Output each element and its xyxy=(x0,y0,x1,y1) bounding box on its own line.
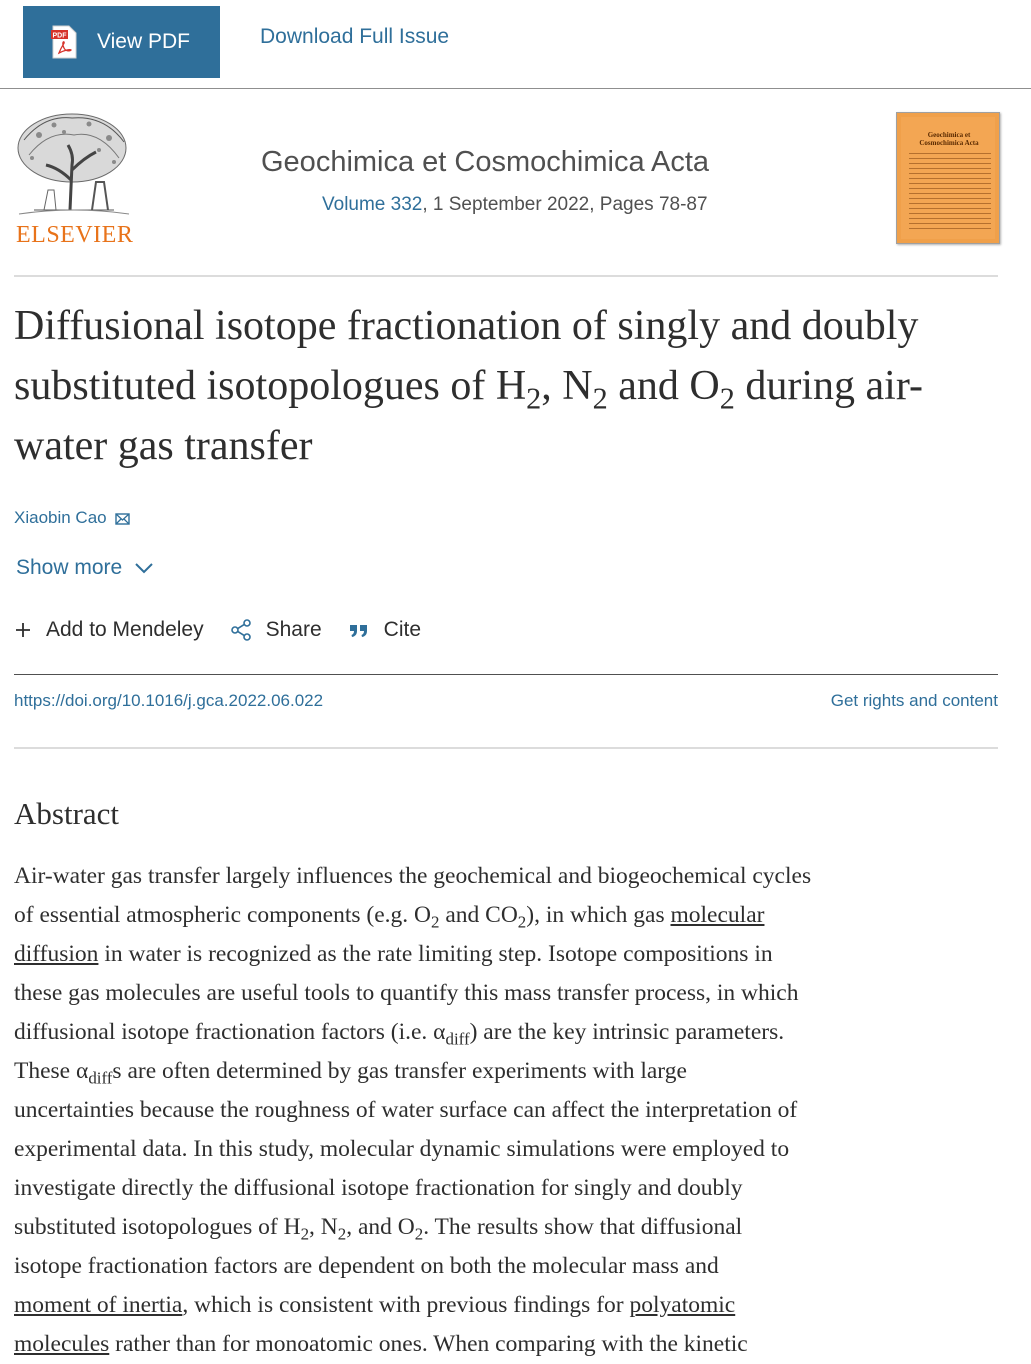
volume-link[interactable]: Volume 332 xyxy=(322,194,423,215)
plus-icon xyxy=(14,621,32,639)
journal-title-link[interactable]: Geochimica et Cosmochimica Acta xyxy=(261,146,710,178)
chevron-down-icon xyxy=(134,562,154,574)
term-link-moment-of-inertia[interactable]: moment of inertia xyxy=(14,1292,183,1318)
doi-link[interactable]: https://doi.org/10.1016/j.gca.2022.06.022 xyxy=(14,691,324,710)
term-link-polyatomic-molecules-cont[interactable]: molecules xyxy=(14,1331,110,1357)
get-rights-link[interactable]: Get rights and content xyxy=(830,691,998,710)
share-button[interactable] xyxy=(230,618,322,642)
svg-text:PDF: PDF xyxy=(52,32,67,40)
author-name: Xiaobin Cao xyxy=(14,508,107,527)
cover-text-lines xyxy=(909,153,991,233)
elsevier-logo[interactable] xyxy=(14,110,132,250)
view-pdf-button[interactable] xyxy=(23,6,220,78)
term-link-polyatomic-molecules[interactable]: polyatomic xyxy=(629,1292,736,1318)
download-full-issue-link[interactable]: Download Full Issue xyxy=(260,25,450,48)
journal-issue-info xyxy=(322,194,708,216)
article-actions xyxy=(14,612,447,648)
abstract-text: Air-water gas transfer largely influences the geochemical and biogeochemical cycles of essential atmospheric components (e.g. $O_2$ and $CO_2$), in which gas molecular diffusion in water is recognized as the rate limiting step. Isotope compositions in these gas molecules are useful tools to quantify this mass transfer process, in which diffusional isotope fractionation factors (i.e. $\alpha_{diff}$) are the key intrinsic parameters. These $\alpha_{diff}s$ are often determined by gas transfer experiments with large uncertainties because the roughness of water surface can affect the interpretation of experimental data. In this study, molecular dynamic simulations were employed to investigate directly the diffusional isotope fractionation for singly and doubly substituted isotopologues of $H_2$, $N_2$, and $O_2$. The results show that diffusional isotope fractionation factors are dependent on both the molecular mass and moment of inertia, which is consistent with previous findings for polyatomic molecules rather than for monoatomic ones. When comparing with the kinetic xyxy=(14,863,812,1357)
cover-image xyxy=(901,117,995,239)
journal-header xyxy=(14,110,998,277)
view-pdf-label: View PDF xyxy=(97,30,190,53)
envelope-icon xyxy=(115,513,130,525)
quote-icon xyxy=(348,621,370,639)
doi-row xyxy=(14,674,998,749)
pdf-file-icon xyxy=(51,25,77,59)
add-to-mendeley-label: Add to Mendeley xyxy=(46,618,204,641)
elsevier-wordmark: ELSEVIER xyxy=(16,222,134,248)
term-link-molecular-diffusion-cont[interactable]: diffusion xyxy=(14,941,99,967)
abstract-heading: Abstract xyxy=(14,796,120,831)
share-label: Share xyxy=(265,618,322,641)
issue-date-pages: , 1 September 2022, Pages 78-87 xyxy=(422,194,708,215)
article-title: Diffusional isotope fractionation of singly and doubly substituted isotopologues of $H_2$, $N_2$ and $O_2$ during air-water gas transfer xyxy=(14,303,923,469)
cite-button[interactable] xyxy=(348,618,421,642)
author-link[interactable] xyxy=(14,508,130,528)
term-link-molecular-diffusion[interactable]: molecular xyxy=(670,902,765,928)
journal-cover-thumbnail[interactable] xyxy=(896,112,1000,244)
cover-title: Geochimica et Cosmochimica Acta xyxy=(919,131,979,147)
share-icon xyxy=(230,619,252,641)
elsevier-tree-icon xyxy=(14,110,132,220)
top-toolbar xyxy=(0,0,1031,89)
cite-label: Cite xyxy=(383,618,422,641)
show-more-label: Show more xyxy=(16,556,123,579)
show-more-button[interactable] xyxy=(16,556,154,580)
add-to-mendeley-button[interactable] xyxy=(14,618,204,642)
